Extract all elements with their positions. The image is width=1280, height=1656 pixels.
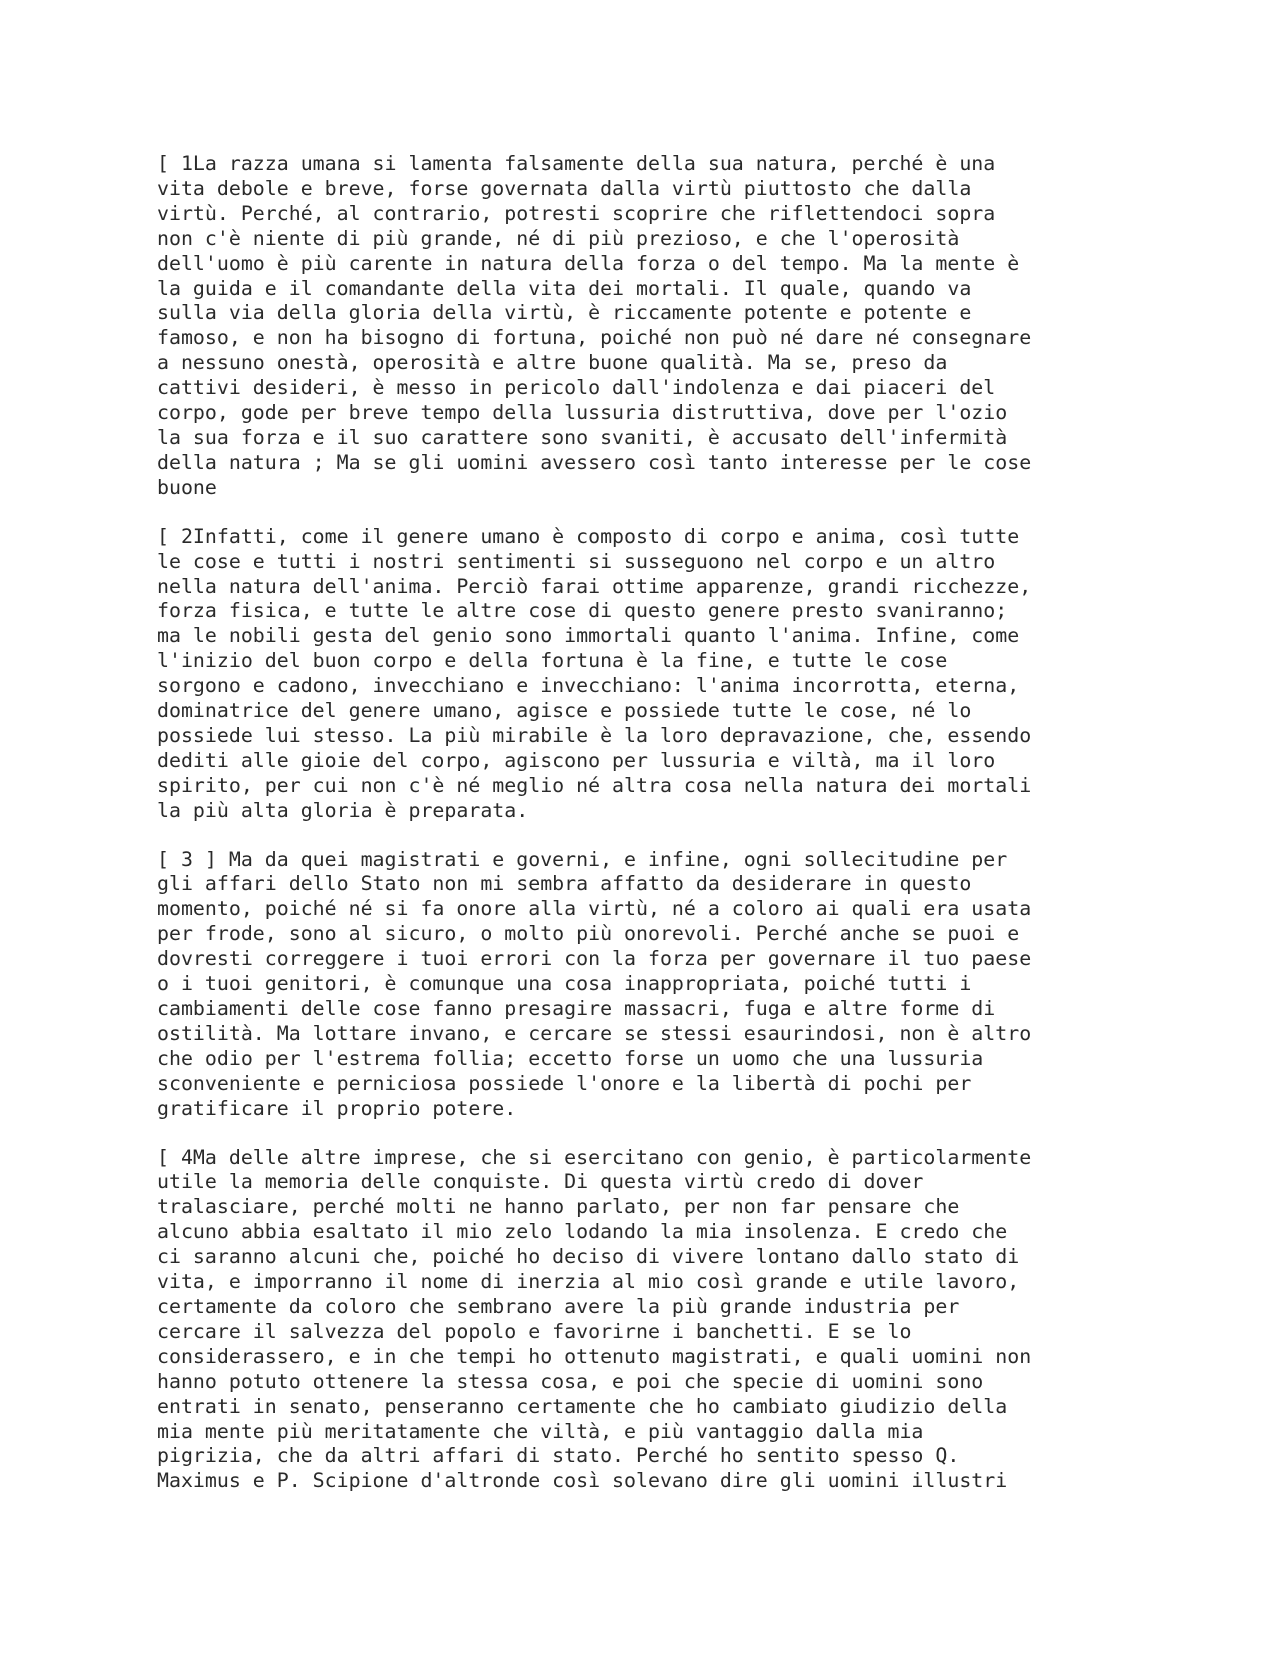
paragraph-1: [ 1La razza umana si lamenta falsamente della sua natura, perché è una vita debole e breve, forse governata dalla virtù piuttosto che dalla virtù. Perché, al contrario, potresti scoprire che riflettendoci sopra non c'è niente di più grande, né di più prezioso, e che l'operosità dell'uomo è più carente in natura della forza o del tempo. Ma la mente è la guida e il comandante della vita dei mortali. Il quale, quando va sulla via della gloria della virtù, è riccamente potente e potente e famoso, e non ha bisogno di fortuna, poiché non può né dare né consegnare a nessuno onestà, operosità e altre buone qualità. Ma se, preso da cattivi desideri, è messo in pericolo dall'indolenza e dai piaceri del corpo, gode per breve tempo della lussuria distruttiva, dove per l'ozio la sua forza e il suo carattere sono svaniti, è accusato dell'infermità della natura ; Ma se gli uomini avessero così tanto interesse per le cose buone [157,152,1032,499]
paragraph-2: [ 2Infatti, come il genere umano è composto di corpo e anima, così tutte le cose e tutti i nostri sentimenti si susseguono nel corpo e un altro nella natura dell'anima. Perciò farai ottime apparenze, grandi ricchezze, forza fisica, e tutte le altre cose di questo genere presto svaniranno; ma le nobili gesta del genio sono immortali quanto l'anima. Infine, come l'inizio del buon corpo e della fortuna è la fine, e tutte le cose sorgono e cadono, invecchiano e invecchiano: l'anima incorrotta, eterna, dominatrice del genere umano, agisce e possiede tutte le cose, né lo possiede lui stesso. La più mirabile è la loro depravazione, che, essendo dediti alle gioie del corpo, agiscono per lussuria e viltà, ma il loro spirito, per cui non c'è né meglio né altra cosa nella natura dei mortali la più alta gloria è preparata. [157,524,1032,822]
paragraph-4: [ 4Ma delle altre imprese, che si esercitano con genio, è particolarmente utile la memoria delle conquiste. Di questa virtù credo di dover tralasciare, perché molti ne hanno parlato, per non far pensare che alcuno abbia esaltato il mio zelo lodando la mia insolenza. E credo che ci saranno alcuni che, poiché ho deciso di vivere lontano dallo stato di vita, e imporranno il nome di inerzia al mio così grande e utile lavoro, certamente da coloro che sembrano avere la più grande industria per cercare il salvezza del popolo e favorirne i banchetti. E se lo considerassero, e in che tempi ho ottenuto magistrati, e quali uomini non hanno potuto ottenere la stessa cosa, e poi che specie di uomini sono entrati in senato, penseranno certamente che ho cambiato giudizio della mia mente più meritatamente che viltà, e più vantaggio dalla mia pigrizia, che da altri affari di stato. Perché ho sentito spesso Q. Maximus e P. Scipione d'altronde così solevano dire gli uomini illustri [157,1145,1032,1493]
paragraph-3: [ 3 ] Ma da quei magistrati e governi, e infine, ogni sollecitudine per gli affari dello Stato non mi sembra affatto da desiderare in questo momento, poiché né si fa onore alla virtù, né a coloro ai quali era usata per frode, sono al sicuro, o molto più onorevoli. Perché anche se puoi e dovresti correggere i tuoi errori con la forza per governare il tuo paese o i tuoi genitori, è comunque una cosa inappropriata, poiché tutti i cambiamenti delle cose fanno presagire massacri, fuga e altre forme di ostilità. Ma lottare invano, e cercare se stessi esaurindosi, non è altro che odio per l'estrema follia; eccetto forse un uomo che una lussuria sconveniente e perniciosa possiede l'onore e la libertà di pochi per gratificare il proprio potere. [157,847,1032,1120]
document-body [157,152,1157,1518]
